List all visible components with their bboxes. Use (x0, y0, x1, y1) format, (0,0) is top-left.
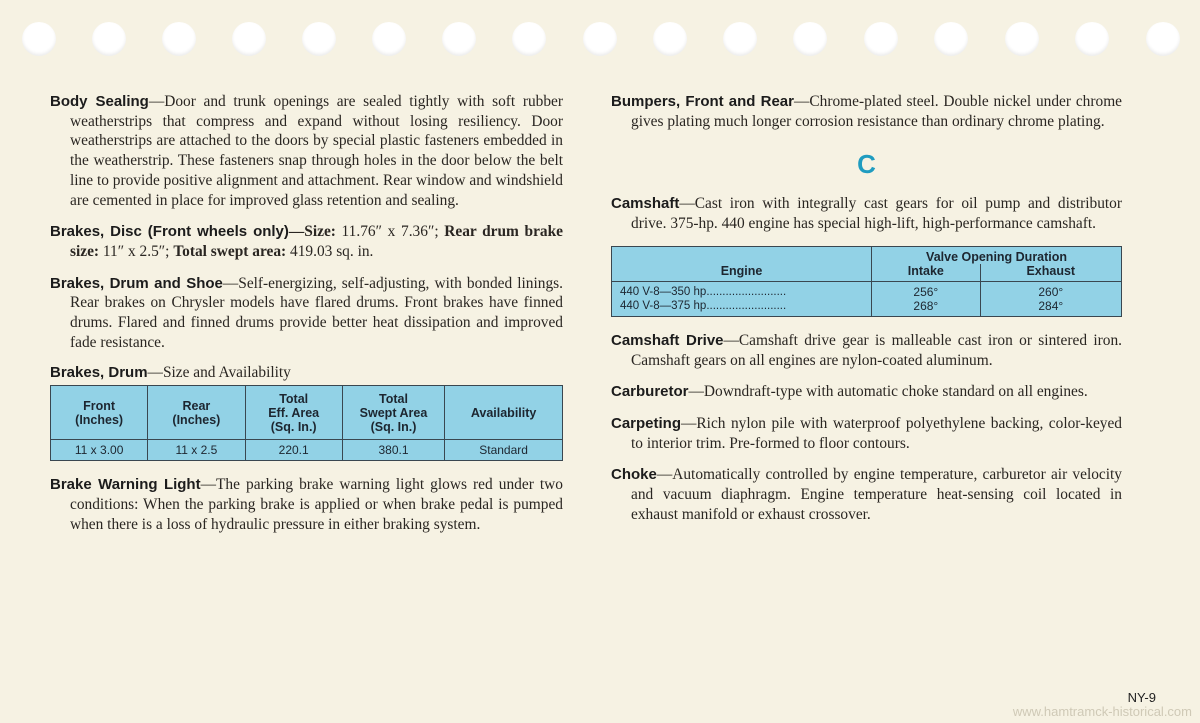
swept-area-cell: 380.1 (342, 440, 444, 461)
binder-hole (934, 22, 968, 56)
brakes-disc-entry (50, 222, 563, 261)
carburetor-entry (611, 382, 1122, 402)
brakes-drum-table (50, 385, 563, 461)
binder-hole (1146, 22, 1180, 56)
brakes-disc-heading: Brakes, Disc (Front wheels only) (50, 223, 289, 241)
brakes-drum-shoe-entry (50, 274, 563, 353)
right-column (611, 92, 1122, 536)
header-line: Total (379, 391, 408, 406)
brakes-disc-size-label: —Size: (288, 223, 336, 241)
carpeting-text: —Rich nylon pile with waterproof polyethylene backing, color-keyed to interior trim. Pre-formed to floor contours. (631, 414, 1122, 452)
binder-holes (0, 22, 1200, 62)
eff-area-cell: 220.1 (245, 440, 342, 461)
front-size-cell: 11 x 3.00 (51, 440, 148, 461)
camshaft-entry (611, 194, 1122, 233)
header-line: Rear (182, 398, 211, 413)
swept-area-header (342, 386, 444, 440)
camshaft-heading: Camshaft (611, 195, 680, 213)
rear-inches-header (148, 386, 245, 440)
header-line: (Inches) (172, 412, 221, 427)
table-header-row (612, 246, 1122, 264)
binder-hole (372, 22, 406, 56)
header-line: Total (279, 391, 309, 406)
brake-warning-light-heading: Brake Warning Light (50, 476, 201, 494)
binder-hole (442, 22, 476, 56)
intake-350: 256° (913, 284, 939, 299)
engine-header: Engine (612, 246, 872, 281)
brakes-drum-shoe-heading: Brakes, Drum and Shoe (50, 274, 223, 292)
front-inches-header (51, 386, 148, 440)
total-swept-area-label: Total swept area: (173, 242, 287, 260)
page-number: NY-9 (1127, 690, 1156, 705)
rear-drum-size-label: Rear drum brake size: (70, 223, 563, 260)
intake-header: Intake (872, 264, 980, 282)
camshaft-drive-heading: Camshaft Drive (611, 331, 724, 349)
carpeting-entry (611, 414, 1122, 453)
header-line: Swept Area (359, 405, 428, 420)
brakes-drum-table-title (50, 364, 563, 382)
binder-hole (1005, 22, 1039, 56)
choke-heading: Choke (611, 466, 657, 484)
body-sealing-text: —Door and trunk openings are sealed tightly with soft rubber weatherstrips that compress and expand without losing resiliency. Door weatherstrips are attached to the doors by special plastic fasteners embedded in the weatherstrip. These fasteners snap through holes in the door below the belt line to provide positive alignment and attachment. Rear window and windshield are cemented in place for improved glass retention and sealing. (70, 93, 563, 209)
carpeting-heading: Carpeting (611, 414, 682, 432)
availability-header (445, 386, 563, 440)
binder-hole (864, 22, 898, 56)
exhaust-350: 260° (1038, 284, 1064, 299)
binder-hole (653, 22, 687, 56)
carburetor-text: —Downdraft-type with automatic choke standard on all engines. (688, 383, 1088, 401)
eff-area-header (245, 386, 342, 440)
binder-hole (583, 22, 617, 56)
brakes-drum-heading: Brakes, Drum (50, 364, 148, 382)
header-line: (Inches) (75, 412, 124, 427)
binder-hole (22, 22, 56, 56)
camshaft-text: —Cast iron with integrally cast gears for oil pump and distributor drive. 375-hp. 440 engine has special high-lift, high-performance camshaft. (631, 195, 1122, 233)
intake-cell (872, 281, 980, 316)
brakes-drum-subheading: —Size and Availability (147, 364, 291, 382)
engine-cell (612, 281, 872, 316)
availability-cell: Standard (445, 440, 563, 461)
choke-text: —Automatically controlled by engine temperature, carburetor air velocity and vacuum diaphragm. Engine temperature heat-sensing coil located in exhaust manifold or exhaust crossover. (631, 466, 1122, 523)
binder-hole (723, 22, 757, 56)
body-sealing-entry (50, 92, 563, 210)
carburetor-heading: Carburetor (611, 383, 689, 401)
section-letter: C (857, 149, 876, 180)
binder-hole (302, 22, 336, 56)
header-line: Eff. Area (268, 405, 320, 420)
total-swept-area-value: 419.03 sq. in. (286, 242, 374, 260)
left-column (50, 92, 563, 547)
watermark: www.hamtramck-historical.com (1012, 704, 1192, 719)
body-sealing-heading: Body Sealing (50, 93, 149, 110)
bumpers-heading: Bumpers, Front and Rear (611, 93, 794, 110)
exhaust-cell (980, 281, 1121, 316)
engine-350: 440 V-8—350 hp......................... (620, 285, 787, 298)
camshaft-duration-table (611, 246, 1122, 317)
binder-hole (793, 22, 827, 56)
table-row (51, 440, 563, 461)
brake-warning-light-text: —The parking brake warning light glows red under two conditions: When the parking brake is applied or when brake pedal is pumped when there is a loss of hydraulic pressure in either braking system. (70, 476, 563, 533)
table-row (612, 281, 1122, 316)
bumpers-text: —Chrome-plated steel. Double nickel under chrome gives plating much longer corrosion resistance than ordinary chrome plating. (631, 93, 1122, 130)
engine-375: 440 V-8—375 hp......................... (620, 299, 787, 312)
camshaft-drive-text: —Camshaft drive gear is malleable cast iron or sintered iron. Camshaft gears on all engines are nylon-coated aluminum. (631, 331, 1122, 369)
binder-hole (512, 22, 546, 56)
brake-warning-light-entry (50, 475, 563, 534)
camshaft-drive-entry (611, 331, 1122, 370)
header-line: (Sq. In.) (370, 419, 417, 434)
choke-entry (611, 465, 1122, 524)
table-header-row (51, 386, 563, 440)
rear-size-cell: 11 x 2.5 (148, 440, 245, 461)
binder-hole (162, 22, 196, 56)
bumpers-entry (611, 92, 1122, 131)
exhaust-375: 284° (1038, 298, 1064, 313)
header-line: (Sq. In.) (270, 419, 317, 434)
binder-hole (232, 22, 266, 56)
header-line: Front (83, 398, 116, 413)
valve-duration-header: Valve Opening Duration (872, 246, 1122, 264)
intake-375: 268° (913, 298, 939, 313)
binder-hole (92, 22, 126, 56)
brakes-disc-size-value: 11.76″ x 7.36″; (335, 223, 445, 241)
exhaust-header: Exhaust (980, 264, 1121, 282)
binder-hole (1075, 22, 1109, 56)
brakes-drum-shoe-text: —Self-energizing, self-adjusting, with bonded linings. Rear brakes on Chrysler models have flared drums. Front brakes have finned drums. Flared and finned drums provide better heat dissipation and improved fade resistance. (70, 274, 564, 351)
rear-drum-size-value: 11″ x 2.5″; (99, 242, 174, 260)
header-line: Availability (470, 405, 537, 420)
